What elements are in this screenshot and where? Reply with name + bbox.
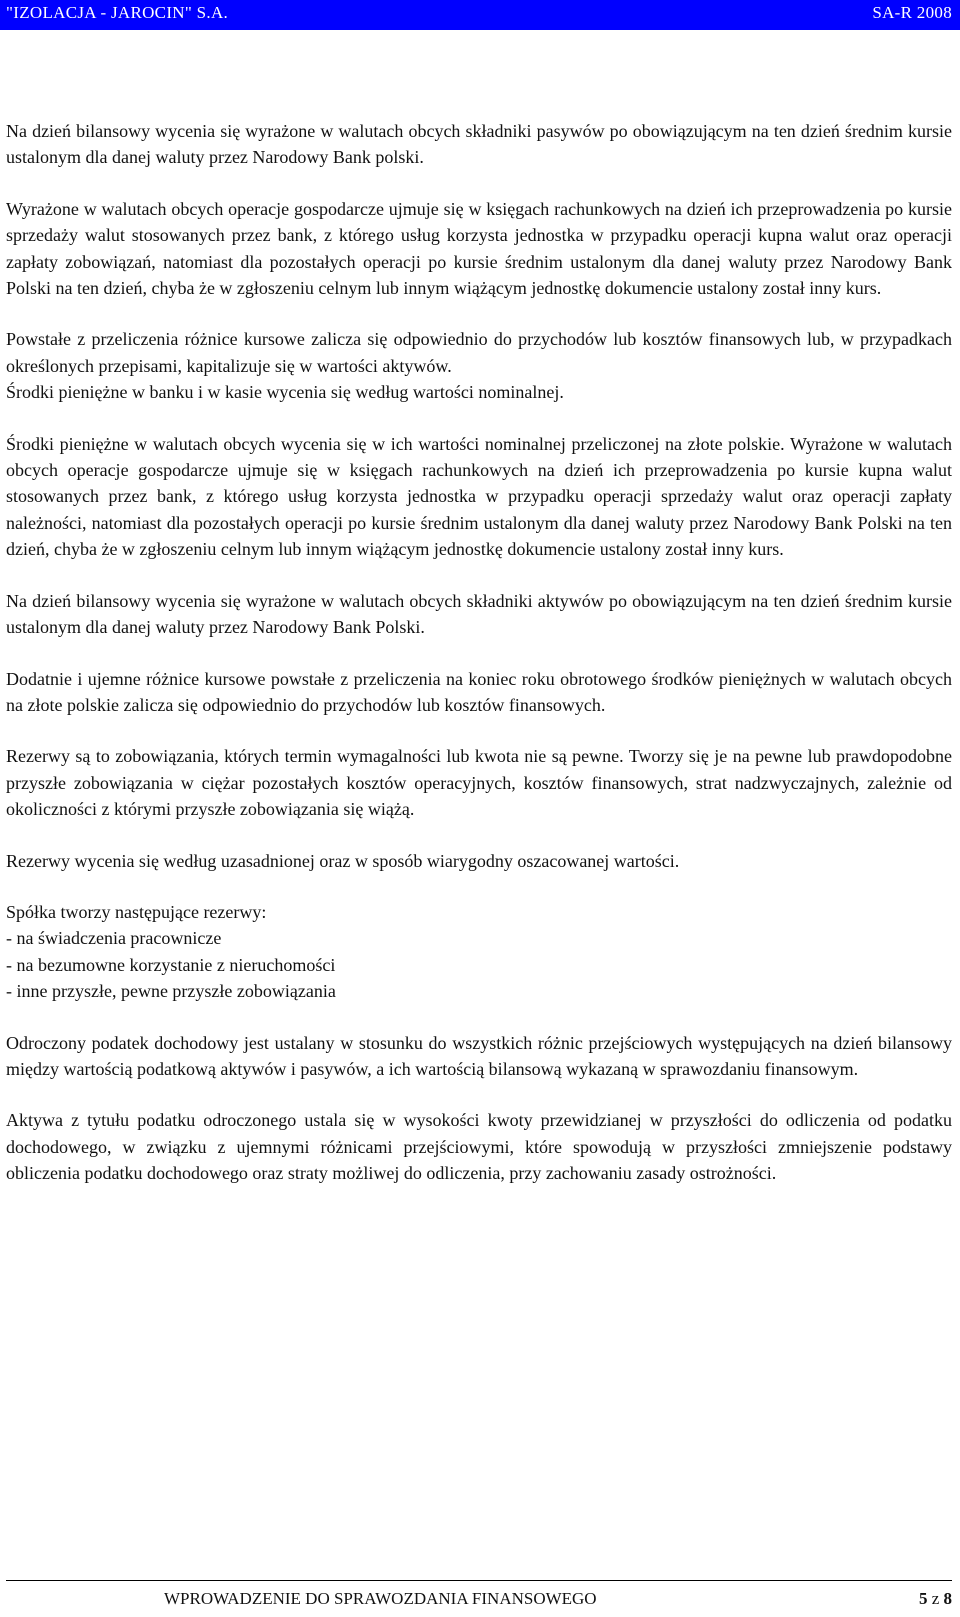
- page-number: [919, 1589, 952, 1609]
- page-separator: z: [931, 1589, 940, 1608]
- list-item: - na świadczenia pracownicze: [6, 928, 222, 949]
- report-code: SA-R 2008: [872, 3, 952, 22]
- page-footer: [6, 1580, 952, 1617]
- paragraph-assets-valuation: Na dzień bilansowy wycenia się wyrażone w walutach obcych składniki aktywów po obowiązującym na ten dzień średnim kursie ustalonym dla danej waluty przez Narodowy Bank Polski.: [6, 590, 952, 638]
- company-name: "IZOLACJA - JAROCIN" S.A.: [6, 3, 229, 22]
- paragraph-deferred-tax: Odroczony podatek dochodowy jest ustalany w stosunku do wszystkich różnic przejściowych występujących na dzień bilansowy między wartością podatkową aktywów i pasywów, a ich wartością bilansową wykazaną w sprawozdaniu finansowym.: [6, 1032, 952, 1079]
- list-item: - inne przyszłe, pewne przyszłe zobowiązania: [6, 981, 336, 1002]
- footer-title: WPROWADZENIE DO SPRAWOZDANIA FINANSOWEGO: [164, 1589, 597, 1608]
- list-item: - na bezumowne korzystanie z nieruchomości: [6, 954, 336, 975]
- paragraph-cash-valuation: Środki pieniężne w banku i w kasie wycenia się według wartości nominalnej.: [6, 382, 564, 403]
- paragraph-deferred-tax-assets: Aktywa z tytułu podatku odroczonego ustala się w wysokości kwoty przewidzianej w przyszłości do odliczenia od podatku dochodowego, w związku z ujemnymi różnicami przejściowymi, które spowodują w przyszłości zmniejszenie podstawy obliczenia podatku dochodowego oraz straty możliwej do odliczenia, przy zachowaniu zasady ostrożności.: [6, 1110, 952, 1184]
- page-total: 8: [943, 1589, 952, 1608]
- paragraph-fx-cash: Środki pieniężne w walutach obcych wycenia się w ich wartości nominalnej przeliczonej na złote polskie. Wyrażone w walutach obcych operacje gospodarcze ujmuje się w księgach rachunkowych na dzień ich przeprowadzenia po kursie kupna walut stosowanych przez bank, z którego usług korzysta jednostka w przypadku operacji sprzedaży walut oraz operacji zapłaty należności, natomiast dla pozostałych operacji po kursie średnim ustalonym dla danej waluty przez Narodowy Bank Polski na ten dzień, chyba że w zgłoszeniu celnym lub innym wiążącym jednostkę dokumencie ustalony został inny kurs.: [6, 433, 952, 560]
- provisions-list: [6, 899, 952, 1005]
- paragraph-liabilities-valuation: Na dzień bilansowy wycenia się wyrażone w walutach obcych składniki pasywów po obowiązującym na ten dzień średnim kursie ustalonym dla danej waluty przez Narodowy Bank polski.: [6, 121, 952, 168]
- paragraph-exchange-differences: Powstałe z przeliczenia różnice kursowe zalicza się odpowiednio do przychodów lub kosztów finansowych lub, w przypadkach określonych przepisami, kapitalizuje się w wartości aktywów.: [6, 329, 952, 376]
- page-current: 5: [918, 1589, 928, 1608]
- paragraph-year-end-differences: Dodatnie i ujemne różnice kursowe powstałe z przeliczenia na koniec roku obrotowego środków pieniężnych w walutach obcych na złote polskie zalicza się odpowiednio do przychodów lub kosztów finansowych.: [6, 668, 952, 715]
- document-body: [6, 118, 952, 1212]
- paragraph-provisions-definition: Rezerwy są to zobowiązania, których termin wymagalności lub kwota nie są pewne. Tworzy się je na pewne lub prawdopodobne przyszłe zobowiązania w ciężar pozostałych kosztów operacyjnych, kosztów finansowych, strat nadzwyczajnych, zależnie od okoliczności z którymi przyszłe zobowiązania się wiążą.: [6, 746, 952, 820]
- provisions-list-intro: Spółka tworzy następujące rezerwy:: [6, 901, 267, 922]
- page-header: [0, 0, 960, 30]
- paragraph-provisions-measurement: Rezerwy wycenia się według uzasadnionej oraz w sposób wiarygodny oszacowanej wartości.: [6, 850, 680, 871]
- paragraph-fx-operations: Wyrażone w walutach obcych operacje gospodarcze ujmuje się w księgach rachunkowych na dzień ich przeprowadzenia po kursie sprzedaży walut stosowanych przez bank, z którego usług korzysta jednostka w przypadku operacji kupna walut oraz operacji zapłaty zobowiązań, natomiast dla pozostałych operacji po kursie średnim ustalonym dla danej waluty przez Narodowy Bank Polski na ten dzień, chyba że w zgłoszeniu celnym lub innym wiążącym jednostkę dokumencie ustalony został inny kurs.: [6, 198, 952, 299]
